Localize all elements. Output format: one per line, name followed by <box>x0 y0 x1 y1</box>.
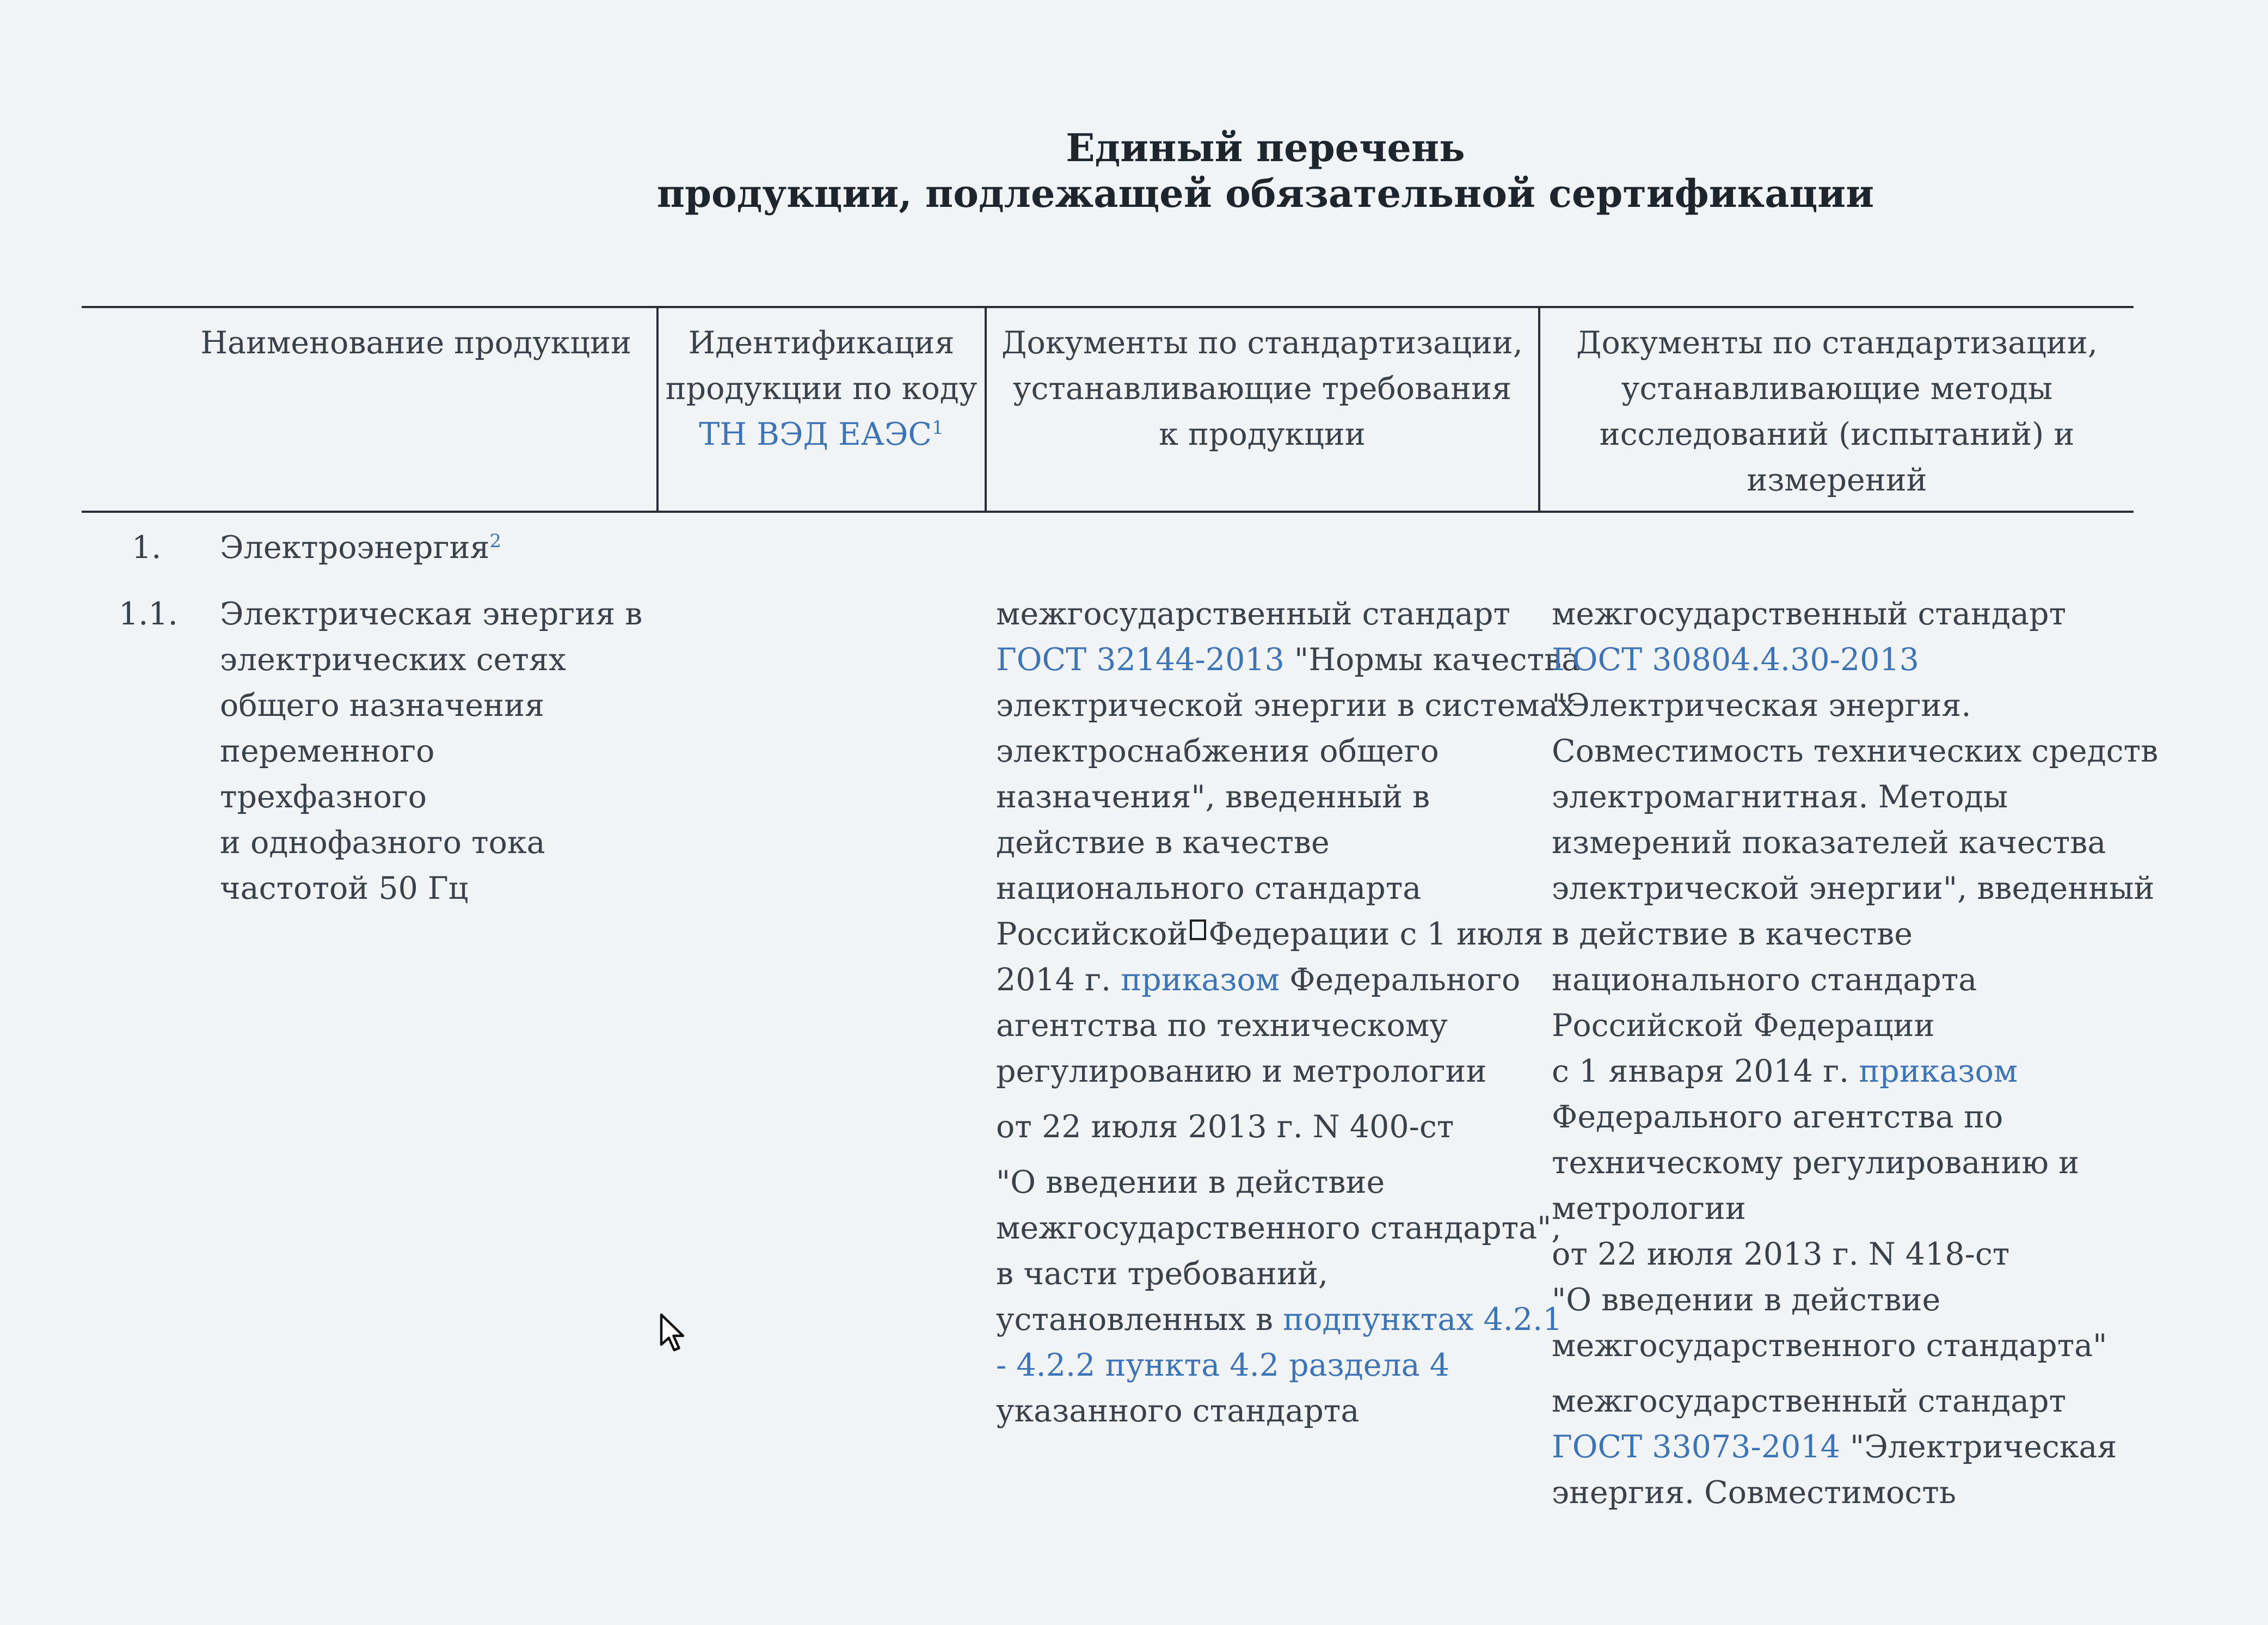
header-identification-line-1: Идентификация <box>688 325 955 361</box>
methods-line: межгосударственный стандарт <box>1552 596 2066 632</box>
column-divider-2 <box>985 306 987 513</box>
req-line-subclause <box>996 1297 1563 1342</box>
title-line-2: продукции, подлежащей обязательной сертификации <box>656 171 1874 216</box>
row-1-1-name-line: общего назначения <box>220 688 545 723</box>
methods-line: национального стандарта <box>1552 962 1977 998</box>
req-line-subclause-2 <box>996 1342 1535 1388</box>
header-identification-line-2: продукции по коду <box>665 371 978 407</box>
footnote-1-link[interactable]: 1 <box>932 417 944 439</box>
methods-line: в действие в качестве <box>1552 916 1913 952</box>
header-methods-line-1: Документы по стандартизации, <box>1576 325 2098 361</box>
column-divider-3 <box>1538 306 1540 513</box>
methods-line-order <box>1552 1048 2129 1094</box>
methods-line: межгосударственного стандарта" <box>1552 1328 2107 1364</box>
methods-line: измерений показателей качества <box>1552 825 2106 861</box>
gost-33073-link[interactable]: ГОСТ 33073-2014 <box>1552 1429 1840 1465</box>
gost-30804-link[interactable]: ГОСТ 30804.4.30-2013 <box>1552 642 1919 678</box>
methods-line: техническому регулированию и <box>1552 1145 2080 1181</box>
req-line-text: установленных в <box>996 1302 1283 1338</box>
methods-line-text: "Электрическая <box>1840 1429 2117 1465</box>
methods-line-text: с 1 января 2014 г. <box>1552 1053 1859 1089</box>
footnote-2-link[interactable]: 2 <box>489 530 502 552</box>
title-line-1: Единый перечень <box>1066 125 1465 170</box>
req-line: национального стандарта <box>996 870 1422 906</box>
header-requirements-line-2: устанавливающие требования <box>1012 371 1512 407</box>
req-line: указанного стандарта <box>996 1393 1360 1429</box>
req-line: в части требований, <box>996 1256 1328 1292</box>
table-top-rule <box>82 306 2134 308</box>
methods-line: Российской Федерации <box>1552 1008 1935 1044</box>
methods-line: "Электрическая энергия. <box>1552 688 1971 723</box>
header-requirements-line-3: к продукции <box>1159 416 1366 452</box>
req-line-text: 2014 г. <box>996 962 1121 998</box>
methods-line: от 22 июля 2013 г. N 418-ст <box>1552 1236 2010 1272</box>
order-400-link[interactable]: приказом <box>1121 962 1280 998</box>
req-line: межгосударственного стандарта", <box>996 1210 1562 1246</box>
methods-line: межгосударственный стандарт <box>1552 1383 2066 1419</box>
row-1-1-name-line: частотой 50 Гц <box>220 870 469 906</box>
header-requirements-docs <box>988 320 1536 457</box>
table-header-bottom-rule <box>82 511 2134 513</box>
methods-line: электромагнитная. Методы <box>1552 779 2008 815</box>
req-line: агентства по техническому <box>996 1008 1448 1044</box>
mouse-cursor-icon <box>659 1312 691 1356</box>
req-line: регулированию и метрологии <box>996 1053 1487 1089</box>
req-line-text: "Нормы качества <box>1284 642 1581 678</box>
methods-line: Федерального агентства по <box>1552 1099 2003 1135</box>
req-line: электрической энергии в системах <box>996 688 1576 723</box>
row-1-1-name <box>220 591 650 911</box>
req-line: "О введении в действие <box>996 1164 1385 1200</box>
row-1-1-number: 1.1. <box>119 596 178 632</box>
methods-cell <box>1552 591 2159 1516</box>
row-1-1-name-line: и однофазного тока <box>220 825 545 861</box>
row-1-name <box>220 525 501 571</box>
row-1-1-name-line: Электрическая энергия в <box>220 596 643 632</box>
req-line: электроснабжения общего <box>996 733 1439 769</box>
req-line-text: Российской <box>996 916 1188 952</box>
req-line: действие в качестве <box>996 825 1330 861</box>
header-product-name-text: Наименование продукции <box>200 325 631 361</box>
missing-glyph-box <box>1190 919 1206 940</box>
header-identification <box>660 320 983 457</box>
header-methods-line-3: исследований (испытаний) и <box>1599 416 2075 452</box>
req-line: межгосударственный стандарт <box>996 596 1510 632</box>
gost-32144-link[interactable]: ГОСТ 32144-2013 <box>996 642 1284 678</box>
methods-line: Совместимость технических средств <box>1552 733 2159 769</box>
subclause-link-part-1[interactable]: подпунктах 4.2.1 <box>1283 1302 1563 1338</box>
row-1-number: 1. <box>132 530 162 566</box>
methods-line-gost <box>1552 637 2129 683</box>
document-title <box>0 125 2268 217</box>
methods-line-gost-2 <box>1552 1424 2129 1470</box>
req-line-russia <box>996 911 1544 957</box>
requirements-cell <box>996 591 1581 1434</box>
methods-line: "О введении в действие <box>1552 1282 1941 1318</box>
methods-line: энергия. Совместимость <box>1552 1475 1956 1511</box>
order-418-link[interactable]: приказом <box>1859 1053 2018 1089</box>
header-methods-line-4: измерений <box>1747 462 1927 498</box>
methods-line: электрической энергии", введенный <box>1552 870 2155 906</box>
req-line-text: Федерации с 1 июля <box>1208 916 1544 952</box>
header-requirements-line-1: Документы по стандартизации, <box>1001 325 1523 361</box>
req-line-gost <box>996 637 1581 683</box>
subclause-link-part-2[interactable]: - 4.2.2 пункта 4.2 раздела 4 <box>996 1347 1450 1383</box>
req-line: назначения", введенный в <box>996 779 1430 815</box>
row-1-name-text: Электроэнергия <box>220 530 490 566</box>
req-line: от 22 июля 2013 г. N 400-ст <box>996 1109 1454 1145</box>
column-divider-1 <box>656 306 659 513</box>
req-line-text: Федерального <box>1280 962 1521 998</box>
tn-ved-link[interactable]: ТН ВЭД ЕАЭС <box>699 416 932 452</box>
header-product-name <box>0 320 653 366</box>
methods-line: метрологии <box>1552 1191 1746 1227</box>
header-methods-line-2: устанавливающие методы <box>1621 371 2053 407</box>
row-1-1-name-line: переменного трехфазного <box>220 733 435 815</box>
req-line-order <box>996 957 1535 1003</box>
header-methods-docs <box>1541 320 2132 503</box>
row-1-1-name-line: электрических сетях <box>220 642 567 678</box>
